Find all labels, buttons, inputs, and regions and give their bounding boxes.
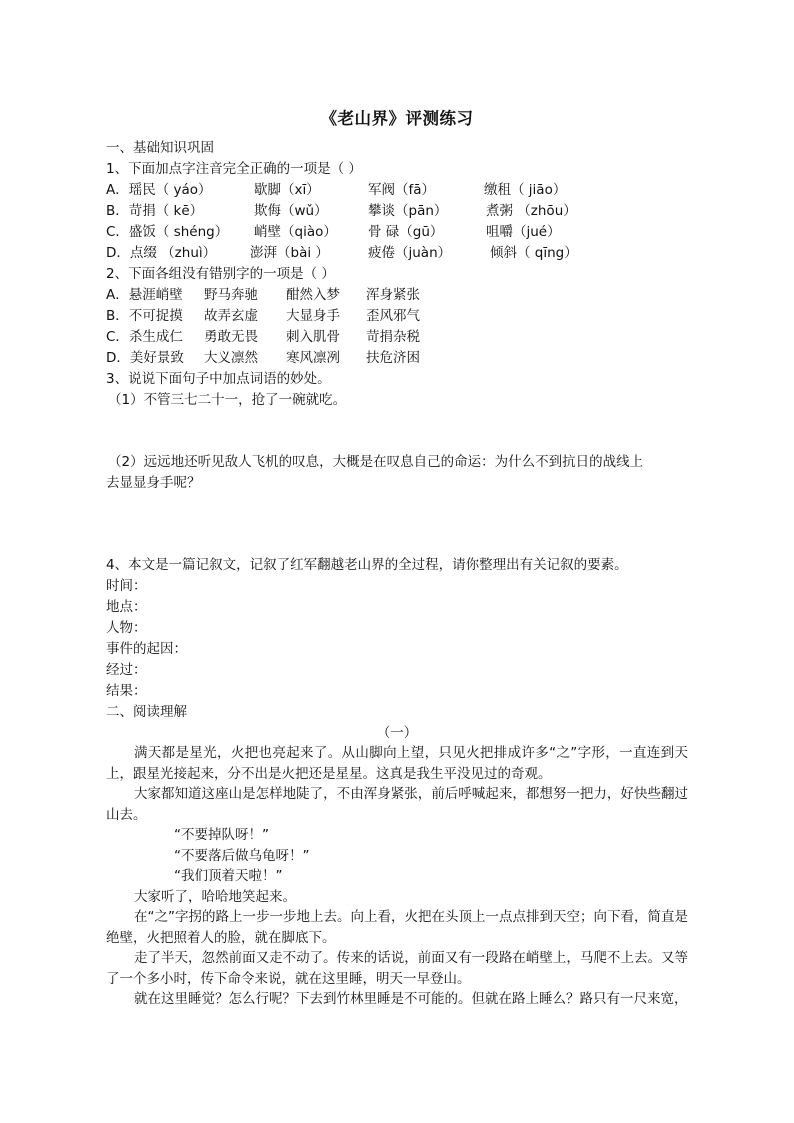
field-characters-label: 人物： [106, 620, 147, 636]
q1-option-c-1: C．盛饭（ shéng） [106, 224, 229, 240]
q2-option-a-3: 酣然入梦 [286, 287, 340, 303]
passage-paragraph: 在“之”字拐的路上一步一步地上去。向上看，火把在头顶上一点点排到天空；向下看，简直是绝壁，火把照着人的脸，就在脚底下。 [106, 909, 688, 946]
q1-option-d-2: 澎湃（bài ） [250, 245, 329, 261]
section-heading-reading: 二、阅读理解 [106, 704, 187, 720]
page-title: 《老山界》评测练习 [320, 109, 474, 128]
q1-option-a-1: A．瑶民（ yáo） [106, 182, 212, 198]
question-1-stem: 1、下面加点字注音完全正确的一项是（ ） [106, 161, 362, 177]
q2-option-c-4: 苛捐杂税 [366, 329, 420, 345]
q1-option-d-4: 倾斜（ qīng） [490, 245, 578, 261]
q1-option-a-4: 缴租（ jiāo） [484, 182, 567, 198]
q1-option-d-3: 疲倦（juàn） [368, 245, 452, 261]
q2-option-a-4: 浑身紧张 [366, 287, 420, 303]
q1-option-b-4: 煮粥 （zhōu） [486, 203, 577, 219]
passage-paragraph: 大家听了，哈哈地笑起来。 [134, 888, 296, 905]
q2-option-c-2: 勇敢无畏 [204, 329, 258, 345]
q1-option-a-3: 军阀（fā） [368, 182, 436, 198]
reading-part-label: （一） [376, 725, 418, 741]
question-4-stem: 4、本文是一篇记叙文，记叙了红军翻越老山界的全过程，请你整理出有关记叙的要素。 [106, 557, 628, 573]
passage-dialogue: “不要落后做乌龟呀！” [174, 847, 310, 864]
question-3-item-1: （1）不管三七二十一，抢了一碗就吃。 [108, 392, 347, 408]
q1-option-c-2: 峭壁（qiào） [254, 224, 337, 240]
field-time-label: 时间： [106, 578, 147, 594]
question-3-stem: 3、说说下面句子中加点词语的妙处。 [106, 371, 331, 387]
q2-option-a-2: 野马奔驰 [204, 287, 258, 303]
q1-option-b-1: B．苛捐（ kē） [106, 203, 204, 219]
question-3-item-2-line-2: 去显显身手呢？ [106, 475, 201, 491]
section-heading-basics: 一、基础知识巩固 [106, 140, 214, 156]
q1-option-d-1: D．点缀 （zhuì） [106, 245, 217, 261]
field-result-label: 结果： [106, 683, 147, 699]
passage-paragraph: 就在这里睡觉？怎么行呢？下去到竹林里睡是不可能的。但就在路上睡么？路只有一尺来宽， [134, 991, 688, 1007]
reading-passage [106, 743, 688, 1010]
q2-option-d-3: 寒风凛冽 [286, 350, 340, 366]
question-3-item-2-line-1: （2）远远地还听见敌人飞机的叹息，大概是在叹息自己的命运：为什么不到抗日的战线上 [108, 454, 644, 470]
q1-option-a-2: 歇脚（xī） [254, 182, 320, 198]
q2-option-c-1: C．杀生成仁 [106, 329, 183, 345]
q2-option-b-4: 歪风邪气 [366, 308, 420, 324]
q1-option-c-4: 咀嚼（jué） [486, 224, 561, 240]
field-process-label: 经过： [106, 662, 147, 678]
passage-dialogue: “我们顶着天啦！” [174, 868, 283, 884]
q2-option-b-2: 故弄玄虚 [204, 308, 258, 324]
q2-option-d-1: D．美好景致 [106, 350, 184, 366]
q2-option-b-1: B．不可捉摸 [106, 308, 183, 324]
q1-option-b-3: 攀谈（pān） [368, 203, 448, 219]
q2-option-a-1: A．悬涯峭壁 [106, 287, 183, 303]
question-2-stem: 2、下面各组没有错别字的一项是（ ） [106, 266, 335, 282]
passage-paragraph: 走了半天，忽然前面又走不动了。传来的话说，前面又有一段路在峭壁上，马爬不上去。又等了一个多小时，传下命令来说，就在这里睡，明天一早登山。 [106, 950, 688, 987]
q2-option-b-3: 大显身手 [286, 308, 340, 324]
q1-option-c-3: 骨 碌（gū） [368, 224, 444, 240]
q2-option-c-3: 刺入肌骨 [286, 329, 340, 345]
passage-dialogue: “不要掉队呀！” [174, 827, 269, 843]
passage-paragraph: 大家都知道这座山是怎样地陡了，不由浑身紧张，前后呼喊起来，都想努一把力，好快些翻过山去。 [106, 786, 688, 823]
q2-option-d-4: 扶危济困 [366, 350, 420, 366]
q2-option-d-2: 大义凛然 [204, 350, 258, 366]
q1-option-b-2: 欺侮（wǔ） [254, 203, 328, 219]
field-cause-label: 事件的起因： [106, 641, 187, 657]
passage-paragraph: 满天都是星光，火把也亮起来了。从山脚向上望，只见火把排成许多“之”字形，一直连到天上，跟星光接起来，分不出是火把还是星星。这真是我生平没见过的奇观。 [106, 745, 688, 782]
field-place-label: 地点： [106, 599, 147, 615]
